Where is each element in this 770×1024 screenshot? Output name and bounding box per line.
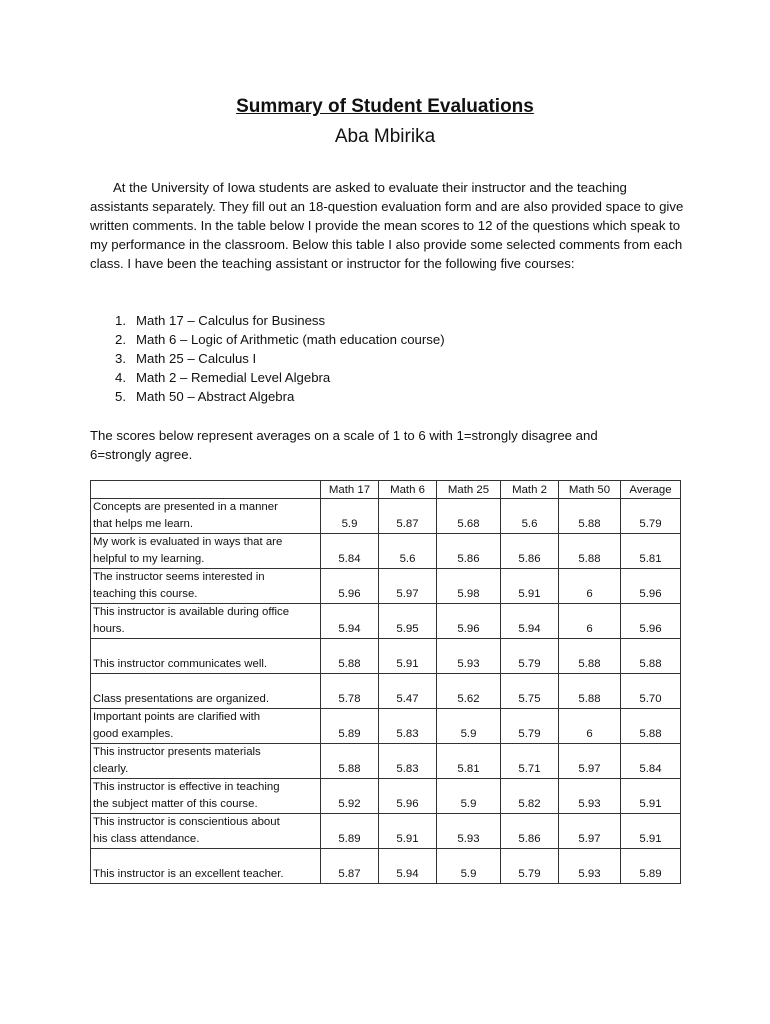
course-name: Math 17 – Calculus for Business xyxy=(136,313,326,328)
table-row xyxy=(91,499,681,534)
score-cell: 5.79 xyxy=(621,499,681,534)
score-cell: 5.87 xyxy=(321,849,379,884)
score-cell: 6 xyxy=(559,604,621,639)
score-cell: 5.97 xyxy=(559,814,621,849)
score-cell: 5.94 xyxy=(501,604,559,639)
list-number: 5. xyxy=(115,389,126,404)
score-cell: 5.98 xyxy=(437,569,501,604)
score-cell: 5.6 xyxy=(501,499,559,534)
table-row xyxy=(91,674,681,709)
score-cell: 5.91 xyxy=(621,779,681,814)
question-line: This instructor presents materials xyxy=(93,746,261,758)
score-cell: 5.9 xyxy=(321,499,379,534)
question-cell xyxy=(91,499,321,534)
header-cell: Math 6 xyxy=(379,481,437,499)
list-item xyxy=(100,368,445,387)
table-row xyxy=(91,744,681,779)
score-cell: 5.62 xyxy=(437,674,501,709)
score-cell: 5.93 xyxy=(559,849,621,884)
header-cell: Math 2 xyxy=(501,481,559,499)
header-cell: Math 50 xyxy=(559,481,621,499)
score-cell: 5.9 xyxy=(437,709,501,744)
question-line: the subject matter of this course. xyxy=(93,798,258,810)
score-cell: 5.83 xyxy=(379,744,437,779)
score-cell: 5.83 xyxy=(379,709,437,744)
question-line: My work is evaluated in ways that are xyxy=(93,536,283,548)
question-cell xyxy=(91,849,321,884)
score-cell: 6 xyxy=(559,569,621,604)
question-line: Important points are clarified with xyxy=(93,711,261,723)
question-line: This instructor communicates well. xyxy=(93,658,268,670)
question-cell xyxy=(91,604,321,639)
score-cell: 5.88 xyxy=(621,639,681,674)
question-cell xyxy=(91,814,321,849)
question-cell xyxy=(91,744,321,779)
score-cell: 5.86 xyxy=(437,534,501,569)
intro-paragraph: At the University of Iowa students are asked to evaluate their instructor and the teaching assistants separately. They fill out an 18-question evaluation form and are also provided space to give written comments. In the table below I provide the mean scores to 12 of the questions which speak to my performance in the classroom. Below this table I also provide some selected comments from each class. I have been the teaching assistant or instructor for the following five courses: xyxy=(90,180,684,271)
table-header-row xyxy=(91,481,681,499)
course-name: Math 2 – Remedial Level Algebra xyxy=(136,370,331,385)
question-line: clearly. xyxy=(93,763,129,775)
score-cell: 5.79 xyxy=(501,639,559,674)
score-cell: 5.96 xyxy=(437,604,501,639)
score-cell: 5.84 xyxy=(621,744,681,779)
score-cell: 5.88 xyxy=(559,639,621,674)
score-cell: 5.47 xyxy=(379,674,437,709)
header-cell: Average xyxy=(621,481,681,499)
list-number: 2. xyxy=(115,332,126,347)
score-cell: 5.81 xyxy=(437,744,501,779)
score-cell: 5.94 xyxy=(321,604,379,639)
question-cell xyxy=(91,534,321,569)
question-line: This instructor is conscientious about xyxy=(93,816,280,828)
list-number: 3. xyxy=(115,351,126,366)
score-cell: 5.9 xyxy=(437,849,501,884)
header-cell: Math 17 xyxy=(321,481,379,499)
score-cell: 5.96 xyxy=(379,779,437,814)
score-cell: 5.68 xyxy=(437,499,501,534)
score-cell: 5.71 xyxy=(501,744,559,779)
score-cell: 5.89 xyxy=(321,814,379,849)
course-list xyxy=(100,311,445,406)
table-row xyxy=(91,604,681,639)
question-line: Concepts are presented in a manner xyxy=(93,501,278,513)
question-cell xyxy=(91,674,321,709)
question-cell xyxy=(91,709,321,744)
score-cell: 5.89 xyxy=(621,849,681,884)
scale-note: The scores below represent averages on a scale of 1 to 6 with 1=strongly disagree and 6=strongly agree. xyxy=(90,428,598,462)
score-cell: 5.75 xyxy=(501,674,559,709)
table-body xyxy=(91,499,681,884)
question-line xyxy=(93,674,318,691)
question-line: This instructor is effective in teaching xyxy=(93,781,280,793)
question-line: This instructor is an excellent teacher. xyxy=(93,868,284,880)
question-line: Class presentations are organized. xyxy=(93,693,270,705)
score-cell: 5.96 xyxy=(621,569,681,604)
list-item xyxy=(100,311,445,330)
score-cell: 5.97 xyxy=(379,569,437,604)
score-cell: 5.79 xyxy=(501,709,559,744)
score-cell: 5.79 xyxy=(501,849,559,884)
question-cell xyxy=(91,569,321,604)
question-line: The instructor seems interested in xyxy=(93,571,265,583)
score-cell: 5.82 xyxy=(501,779,559,814)
question-line: his class attendance. xyxy=(93,833,200,845)
question-line xyxy=(93,639,318,656)
evaluation-table xyxy=(90,480,681,884)
score-cell: 5.89 xyxy=(321,709,379,744)
list-item xyxy=(100,330,445,349)
table-row xyxy=(91,779,681,814)
score-cell: 5.95 xyxy=(379,604,437,639)
score-cell: 5.86 xyxy=(501,814,559,849)
question-line: This instructor is available during office xyxy=(93,606,290,618)
score-cell: 5.9 xyxy=(437,779,501,814)
question-line: that helps me learn. xyxy=(93,518,194,530)
score-cell: 5.96 xyxy=(621,604,681,639)
course-name: Math 50 – Abstract Algebra xyxy=(136,389,295,404)
score-cell: 5.88 xyxy=(621,709,681,744)
score-cell: 6 xyxy=(559,709,621,744)
document-title: Summary of Student Evaluations xyxy=(236,96,534,117)
question-line: hours. xyxy=(93,623,125,635)
score-cell: 5.96 xyxy=(321,569,379,604)
question-line: teaching this course. xyxy=(93,588,198,600)
score-cell: 5.70 xyxy=(621,674,681,709)
score-cell: 5.87 xyxy=(379,499,437,534)
list-item xyxy=(100,387,445,406)
question-line: good examples. xyxy=(93,728,174,740)
question-cell xyxy=(91,639,321,674)
score-cell: 5.88 xyxy=(559,674,621,709)
list-number: 1. xyxy=(115,313,126,328)
author-name: Aba Mbirika xyxy=(334,126,436,147)
header-cell: Math 25 xyxy=(437,481,501,499)
score-cell: 5.93 xyxy=(437,814,501,849)
score-cell: 5.93 xyxy=(559,779,621,814)
table-row xyxy=(91,849,681,884)
score-cell: 5.94 xyxy=(379,849,437,884)
score-cell: 5.97 xyxy=(559,744,621,779)
score-cell: 5.91 xyxy=(379,639,437,674)
table-row xyxy=(91,639,681,674)
score-cell: 5.86 xyxy=(501,534,559,569)
question-cell xyxy=(91,779,321,814)
header-cell xyxy=(91,481,321,499)
score-cell: 5.78 xyxy=(321,674,379,709)
list-item xyxy=(100,349,445,368)
score-cell: 5.88 xyxy=(559,534,621,569)
score-cell: 5.81 xyxy=(621,534,681,569)
score-cell: 5.91 xyxy=(379,814,437,849)
question-line: helpful to my learning. xyxy=(93,553,205,565)
score-cell: 5.6 xyxy=(379,534,437,569)
question-line xyxy=(93,849,318,866)
score-cell: 5.88 xyxy=(321,744,379,779)
score-cell: 5.88 xyxy=(321,639,379,674)
table-row xyxy=(91,814,681,849)
score-cell: 5.93 xyxy=(437,639,501,674)
score-cell: 5.88 xyxy=(559,499,621,534)
score-cell: 5.91 xyxy=(621,814,681,849)
score-cell: 5.91 xyxy=(501,569,559,604)
course-name: Math 6 – Logic of Arithmetic (math education course) xyxy=(136,332,445,347)
table-row xyxy=(91,534,681,569)
score-cell: 5.92 xyxy=(321,779,379,814)
table-row xyxy=(91,569,681,604)
course-name: Math 25 – Calculus I xyxy=(136,351,257,366)
score-cell: 5.84 xyxy=(321,534,379,569)
list-number: 4. xyxy=(115,370,126,385)
table-row xyxy=(91,709,681,744)
